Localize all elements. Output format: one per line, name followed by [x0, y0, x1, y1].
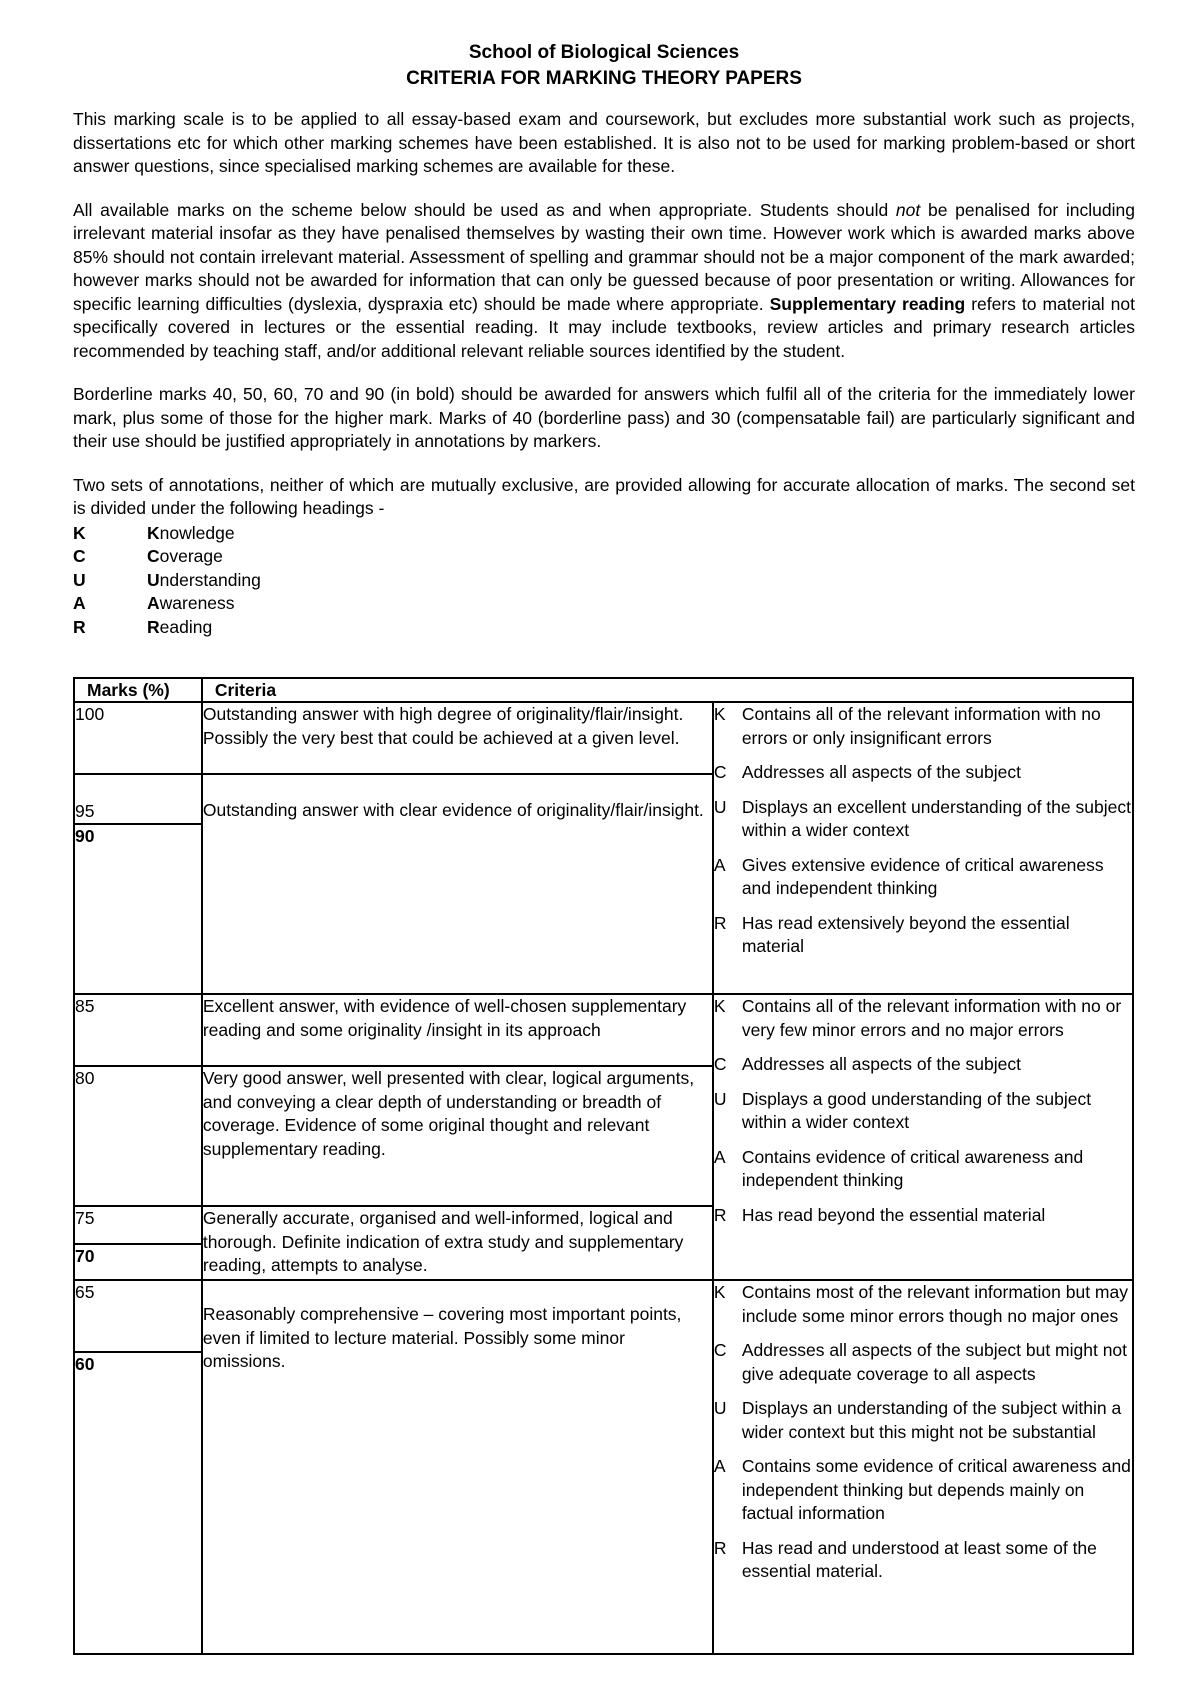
mark-75: 75: [74, 1206, 202, 1244]
criteria-table: [73, 677, 1134, 1655]
mark-80: 80: [74, 1066, 202, 1206]
annotation-block-very-good: [713, 994, 1133, 1280]
table-row: [74, 702, 1133, 774]
criteria-75: Generally accurate, organised and well-informed, logical and thorough. Definite indication of extra study and supplementary reading, attempts to analyse.: [202, 1206, 713, 1280]
annotation-c: C Addresses all aspects of the subject: [713, 762, 1021, 782]
annotation-a: A Contains evidence of critical awareness and independent thinking: [713, 1146, 1084, 1190]
mark-60: 60: [74, 1352, 202, 1654]
table-header-row: [74, 678, 1133, 702]
criteria-95: Outstanding answer with clear evidence of originality/flair/insight.: [202, 774, 713, 994]
annotation-r: R Has read extensively beyond the essential material: [713, 912, 1070, 956]
table-row: [74, 1280, 1133, 1352]
criteria-85: Excellent answer, with evidence of well-chosen supplementary reading and some originality /insight in its approach: [202, 994, 713, 1066]
annotation-u: U Displays a good understanding of the subject within a wider context: [713, 1088, 1092, 1132]
legend-item-understanding: U Understanding: [73, 569, 261, 590]
legend-item-awareness: A Awareness: [73, 593, 235, 613]
document-title: CRITERIA FOR MARKING THEORY PAPERS: [406, 68, 802, 89]
annotation-legend: [73, 522, 1135, 640]
marking-guidance-paragraph: All available marks on the scheme below should be used as and when appropriate. Students should not be penalised for including irrelevant material insofar as they have penalised themselves by wasting their own time. However work which is awarded marks above 85% should not contain irrelevant material. Assessment of spelling and grammar should not be a major component of the mark awarded; however marks should not be awarded for information that can only be guessed because of poor presentation or writing. Allowances for specific learning difficulties (dyslexia, dyspraxia etc) should be made where appropriate. Supplementary reading refers to material not specifically covered in lectures or the essential reading. It may include textbooks, review articles and primary research articles recommended by teaching staff, and/or additional relevant reliable sources identified by the student.: [73, 199, 1135, 361]
annotation-block-good: [713, 1280, 1133, 1654]
legend-item-reading: R Reading: [73, 616, 213, 637]
annotation-u: U Displays an excellent understanding of the subject within a wider context: [713, 796, 1131, 840]
criteria-100: Outstanding answer with high degree of originality/flair/insight. Possibly the very best that could be achieved at a given level.: [202, 702, 713, 774]
intro-paragraph: This marking scale is to be applied to all essay-based exam and coursework, but excludes more substantial work such as projects, dissertations etc for which other marking schemes have been established. It is also not to be used for marking problem-based or short answer questions, since specialised marking schemes are available for these.: [73, 109, 1135, 176]
annotation-a: A Gives extensive evidence of critical awareness and independent thinking: [713, 854, 1104, 898]
criteria-header: Criteria: [202, 678, 1133, 702]
school-name: School of Biological Sciences: [468, 42, 740, 63]
mark-90: 90: [74, 824, 202, 994]
annotation-k: K Contains all of the relevant information with no or very few minor errors and no major errors: [713, 996, 1122, 1040]
mark-65: 65: [74, 1280, 202, 1352]
mark-85: 85: [74, 994, 202, 1066]
annotation-block-excellent: [713, 702, 1133, 994]
annotation-c: C Addresses all aspects of the subject: [713, 1054, 1021, 1074]
annotation-u: U Displays an understanding of the subject within a wider context but this might not be substantial: [713, 1398, 1122, 1442]
annotation-a: A Contains some evidence of critical awareness and independent thinking but depends mainly on factual information: [713, 1456, 1131, 1523]
legend-item-coverage: C Coverage: [73, 546, 223, 566]
annotation-r: R Has read beyond the essential material: [713, 1204, 1046, 1225]
mark-100: 100: [74, 702, 202, 774]
annotations-paragraph: Two sets of annotations, neither of which are mutually exclusive, are provided allowing for accurate allocation of marks. The second set is divided under the following headings -: [73, 474, 1135, 518]
borderline-paragraph: Borderline marks 40, 50, 60, 70 and 90 (in bold) should be awarded for answers which fulfil all of the criteria for the immediately lower mark, plus some of those for the higher mark. Marks of 40 (borderline pass) and 30 (compensatable fail) are particularly significant and their use should be justified appropriately in annotations by markers.: [73, 384, 1135, 451]
marks-header: Marks (%): [74, 678, 202, 702]
criteria-65: Reasonably comprehensive – covering most important points, even if limited to lecture material. Possibly some minor omissions.: [202, 1280, 713, 1654]
table-row: [74, 994, 1133, 1066]
criteria-80: Very good answer, well presented with clear, logical arguments, and conveying a clear depth of understanding or breadth of coverage. Evidence of some original thought and relevant supplementary reading.: [202, 1066, 713, 1206]
annotation-k: K Contains most of the relevant information but may include some minor errors though no major ones: [713, 1282, 1128, 1326]
legend-item-knowledge: K Knowledge: [73, 522, 235, 543]
document-page: [73, 40, 1135, 639]
mark-95: 95: [74, 774, 202, 824]
annotation-r: R Has read and understood at least some of the essential material.: [713, 1537, 1097, 1581]
annotation-c: C Addresses all aspects of the subject but might not give adequate coverage to all aspects: [713, 1340, 1128, 1384]
mark-70: 70: [74, 1244, 202, 1280]
annotation-k: K Contains all of the relevant information with no errors or only insignificant errors: [713, 704, 1101, 748]
